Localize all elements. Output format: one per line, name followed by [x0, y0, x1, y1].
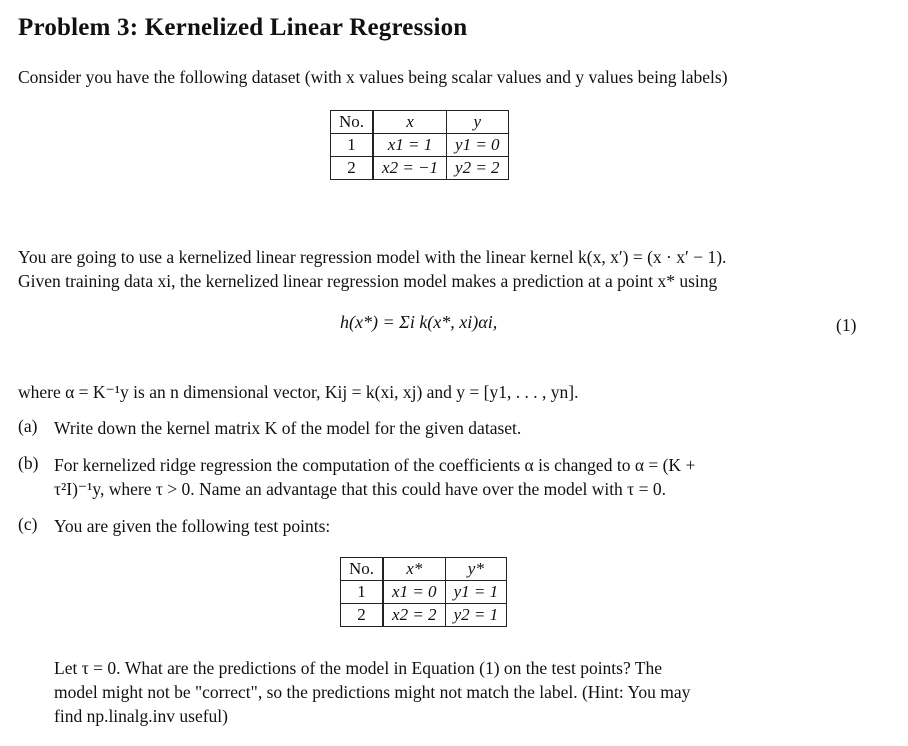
header-x-star: x*	[383, 558, 445, 581]
problem-title: Problem 3: Kernelized Linear Regression	[18, 14, 468, 41]
table-row	[341, 581, 507, 604]
table-row	[331, 157, 509, 180]
cell-y: y2 = 1	[445, 604, 507, 627]
cell-x: x1 = 1	[373, 134, 447, 157]
table-header-row	[341, 558, 507, 581]
cell-x: x1 = 0	[383, 581, 445, 604]
cell-x: x2 = 2	[383, 604, 445, 627]
intro-text: Consider you have the following dataset (with x values being scalar values and y values being labels)	[18, 67, 728, 87]
cell-no: 1	[331, 134, 374, 157]
header-x: x	[373, 111, 447, 134]
training-data-table	[330, 110, 509, 180]
cell-y: y2 = 2	[447, 157, 509, 180]
part-c-text: You are given the following test points:	[54, 516, 331, 536]
test-data-table	[340, 557, 507, 627]
model-text-line-2: Given training data xi, the kernelized linear regression model makes a prediction at a point x* using	[18, 271, 718, 291]
cell-no: 2	[341, 604, 384, 627]
header-y-star: y*	[445, 558, 507, 581]
model-text-line-1: You are going to use a kernelized linear regression model with the linear kernel k(x, x′) = (x · x′ − 1).	[18, 247, 727, 267]
table-header-row	[331, 111, 509, 134]
part-a-label: (a)	[18, 416, 38, 436]
part-c-question-line-1: Let τ = 0. What are the predictions of the model in Equation (1) on the test points? The	[54, 658, 663, 678]
cell-no: 1	[341, 581, 384, 604]
header-no: No.	[331, 111, 374, 134]
part-c-question-line-2: model might not be "correct", so the predictions might not match the label. (Hint: You may	[54, 682, 691, 702]
header-y: y	[447, 111, 509, 134]
header-no: No.	[341, 558, 384, 581]
where-text: where α = K⁻¹y is an n dimensional vector, Kij = k(xi, xj) and y = [y1, . . . , yn].	[18, 382, 579, 402]
part-c-question-line-3: find np.linalg.inv useful)	[54, 706, 229, 726]
cell-y: y1 = 1	[445, 581, 507, 604]
cell-y: y1 = 0	[447, 134, 509, 157]
prediction-equation: h(x*) = Σi k(x*, xi)αi,	[340, 312, 498, 332]
cell-x: x2 = −1	[373, 157, 447, 180]
table-row	[331, 134, 509, 157]
part-b-line-1: For kernelized ridge regression the computation of the coefficients α is changed to α = (K +	[54, 455, 696, 475]
equation-number: (1)	[836, 315, 857, 335]
cell-no: 2	[331, 157, 374, 180]
table-row	[341, 604, 507, 627]
part-a-text: Write down the kernel matrix K of the model for the given dataset.	[54, 418, 522, 438]
part-c-label: (c)	[18, 514, 38, 534]
part-b-label: (b)	[18, 453, 39, 473]
part-b-line-2: τ²I)⁻¹y, where τ > 0. Name an advantage that this could have over the model with τ = 0.	[54, 479, 666, 499]
